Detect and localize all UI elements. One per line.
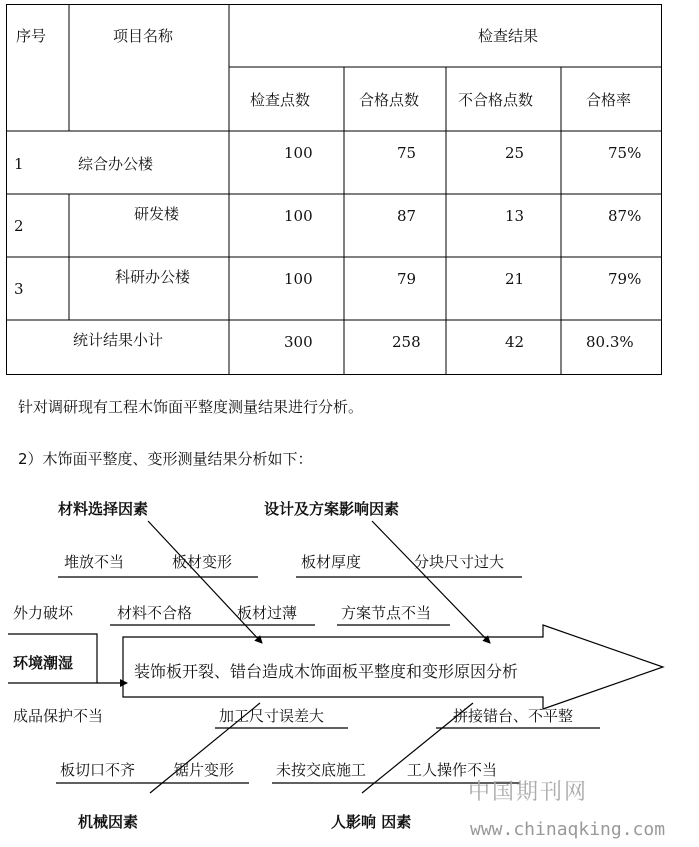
cause-scheme-node: 方案节点不当 xyxy=(341,604,432,622)
row3-rate: 79% xyxy=(608,270,642,288)
total-rate: 80.3% xyxy=(586,333,634,351)
category-environment: 环境潮湿 xyxy=(13,654,74,672)
cause-saw: 锯片变形 xyxy=(174,761,235,779)
cause-edge: 板切口不齐 xyxy=(60,761,136,779)
total-fail: 42 xyxy=(505,333,525,351)
category-material: 材料选择因素 xyxy=(58,500,149,518)
cause-protection: 成品保护不当 xyxy=(13,707,104,725)
cause-size-error: 加工尺寸误差大 xyxy=(219,707,325,725)
category-machine: 机械因素 xyxy=(78,813,139,831)
row3-points: 100 xyxy=(284,270,313,288)
section-heading: 2）木饰面平整度、变形测量结果分析如下： xyxy=(18,450,313,468)
header-seq: 序号 xyxy=(16,27,47,45)
total-label: 统计结果小计 xyxy=(73,331,164,349)
row2-seq: 2 xyxy=(14,217,24,235)
row1-rate: 75% xyxy=(608,144,642,162)
cause-disclosure: 未按交底施工 xyxy=(276,761,367,779)
category-design: 设计及方案影响因素 xyxy=(264,500,400,518)
row1-fail: 25 xyxy=(505,144,525,162)
fishbone-diagram xyxy=(0,485,699,847)
header-pass: 合格点数 xyxy=(359,91,420,109)
row2-points: 100 xyxy=(284,207,313,225)
table-grid xyxy=(6,4,662,376)
cause-unqualified: 材料不合格 xyxy=(117,604,193,622)
row3-name: 科研办公楼 xyxy=(115,268,191,286)
fishbone-head: 装饰板开裂、错台造成木饰面板平整度和变形原因分析 xyxy=(134,662,519,681)
cause-thickness: 板材厚度 xyxy=(301,553,362,571)
row2-fail: 13 xyxy=(505,207,525,225)
cause-block-size: 分块尺寸过大 xyxy=(414,553,505,571)
watermark-cn: 中国期刊网 xyxy=(468,780,589,805)
cause-splice: 拼接错台、不平整 xyxy=(453,707,574,725)
row2-name: 研发楼 xyxy=(134,205,180,223)
cause-too-thin: 板材过薄 xyxy=(237,604,298,622)
row2-pass: 87 xyxy=(397,207,417,225)
cause-stacking: 堆放不当 xyxy=(64,553,125,571)
row1-points: 100 xyxy=(284,144,313,162)
header-name: 项目名称 xyxy=(113,27,174,45)
row1-pass: 75 xyxy=(397,144,417,162)
row3-seq: 3 xyxy=(14,280,24,298)
header-fail: 不合格点数 xyxy=(458,91,534,109)
cause-external: 外力破坏 xyxy=(13,604,74,622)
header-result: 检查结果 xyxy=(478,27,539,45)
watermark-url: www.chinaqking.com xyxy=(470,819,666,840)
category-human: 人影响 因素 xyxy=(331,813,412,831)
cause-board-deform: 板材变形 xyxy=(172,553,233,571)
row1-seq: 1 xyxy=(14,155,24,173)
row3-pass: 79 xyxy=(397,270,417,288)
total-points: 300 xyxy=(284,333,313,351)
cause-worker: 工人操作不当 xyxy=(407,761,498,779)
total-pass: 258 xyxy=(392,333,421,351)
inspection-table xyxy=(6,4,662,376)
row2-rate: 87% xyxy=(608,207,642,225)
row3-fail: 21 xyxy=(505,270,525,288)
analysis-paragraph: 针对调研现有工程木饰面平整度测量结果进行分析。 xyxy=(18,398,364,416)
row1-name: 综合办公楼 xyxy=(78,155,154,173)
header-rate: 合格率 xyxy=(586,91,632,109)
header-points: 检查点数 xyxy=(250,91,311,109)
